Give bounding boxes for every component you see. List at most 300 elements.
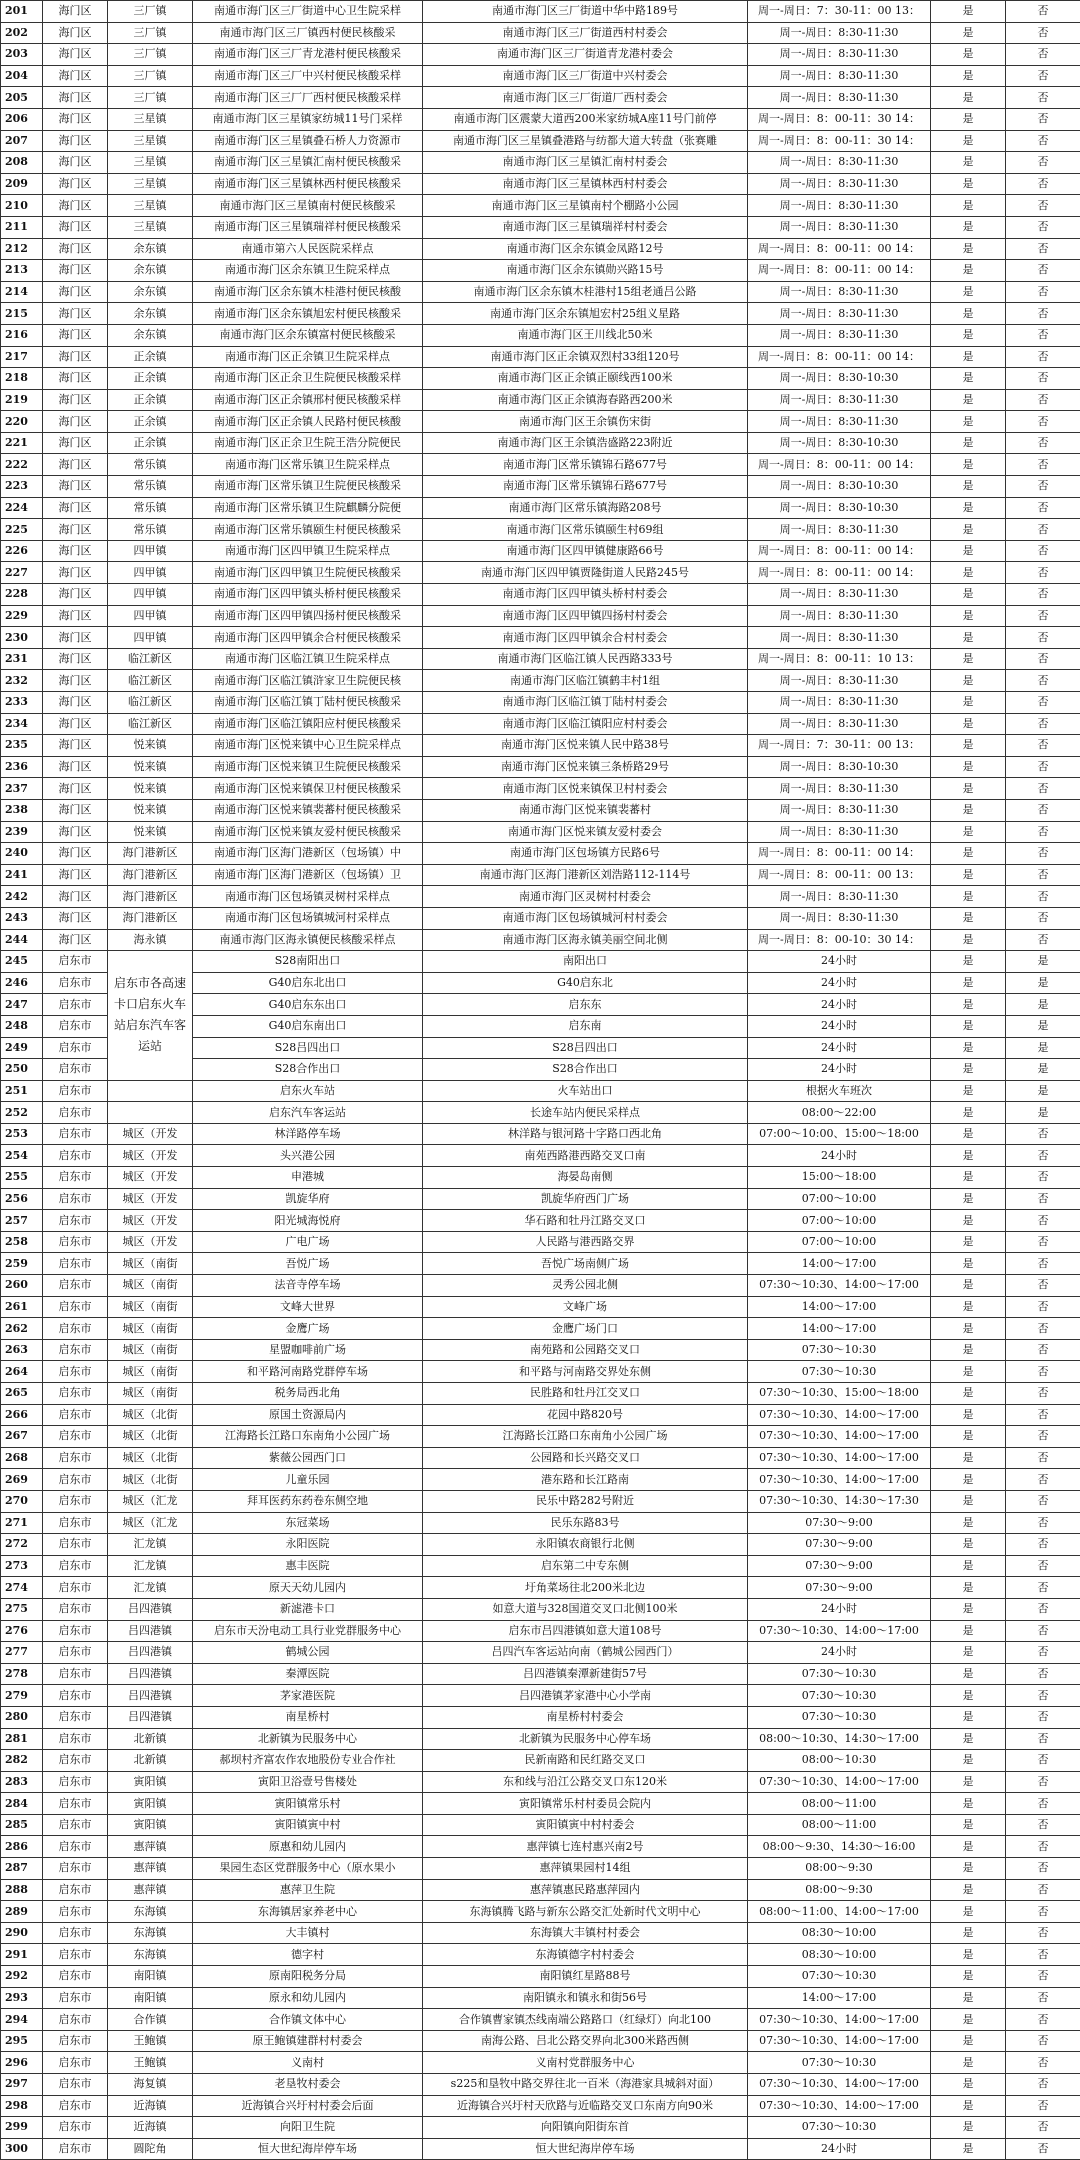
site-name-cell: 南通市海门区三厂镇西村便民核酸采 <box>193 22 423 44</box>
row-number: 221 <box>1 432 43 454</box>
hours-cell: 08:00～9:30 <box>748 1879 931 1901</box>
hours-cell: 08:30～10:00 <box>748 1922 931 1944</box>
allday-flag-cell: 否 <box>1006 1447 1080 1469</box>
site-name-cell: 寅阳镇寅中村 <box>193 1814 423 1836</box>
hours-cell: 07:30～10:30、14:00～17:00 <box>748 1275 931 1297</box>
row-number: 252 <box>1 1102 43 1124</box>
row-number: 287 <box>1 1858 43 1880</box>
address-cell: 南通市海门区三星镇瑞祥村村委会 <box>423 216 748 238</box>
hours-cell: 周一-周日：8：00-11：10 13： <box>748 648 931 670</box>
town-cell: 悦来镇 <box>108 735 193 757</box>
table-row <box>1 951 1080 973</box>
allday-flag-cell: 否 <box>1006 756 1080 778</box>
hours-cell: 14:00～17:00 <box>748 1296 931 1318</box>
hours-cell: 周一-周日：8:30-11:30 <box>748 821 931 843</box>
town-cell: 汇龙镇 <box>108 1577 193 1599</box>
hours-cell: 07:00～10:00 <box>748 1188 931 1210</box>
town-cell: 城区（开发 <box>108 1145 193 1167</box>
allday-flag-cell: 否 <box>1006 2117 1080 2139</box>
district-cell: 海门区 <box>43 130 108 152</box>
district-cell: 启东市 <box>43 1275 108 1297</box>
free-flag-cell: 是 <box>931 929 1006 951</box>
free-flag-cell: 是 <box>931 864 1006 886</box>
table-row <box>1 1685 1080 1707</box>
address-cell: 南苑路和公园路交叉口 <box>423 1339 748 1361</box>
free-flag-cell: 是 <box>931 1685 1006 1707</box>
allday-flag-cell: 否 <box>1006 1793 1080 1815</box>
site-name-cell: 新滤港卡口 <box>193 1598 423 1620</box>
address-cell: 南星桥村村委会 <box>423 1706 748 1728</box>
site-name-cell: 启东市天汾电动工具行业党群服务中心 <box>193 1620 423 1642</box>
district-cell: 启东市 <box>43 951 108 973</box>
table-row <box>1 108 1080 130</box>
address-cell: 南通市海门区三厂街道西村村委会 <box>423 22 748 44</box>
free-flag-cell: 是 <box>931 411 1006 433</box>
town-cell: 东海镇 <box>108 1901 193 1923</box>
site-name-cell: 原惠和幼儿园内 <box>193 1836 423 1858</box>
district-cell: 海门区 <box>43 260 108 282</box>
address-cell: 启东东 <box>423 994 748 1016</box>
allday-flag-cell: 否 <box>1006 1706 1080 1728</box>
hours-cell: 周一-周日：8:30-10:30 <box>748 368 931 390</box>
table-row <box>1 1296 1080 1318</box>
address-cell: 灵秀公园北侧 <box>423 1275 748 1297</box>
address-cell: 南通市海门区王川线北50米 <box>423 324 748 346</box>
allday-flag-cell: 否 <box>1006 346 1080 368</box>
table-row <box>1 195 1080 217</box>
town-cell: 城区（北街 <box>108 1404 193 1426</box>
row-number: 286 <box>1 1836 43 1858</box>
hours-cell: 周一-周日：8：00-11：00 14： <box>748 238 931 260</box>
town-cell: 三星镇 <box>108 152 193 174</box>
table-row <box>1 886 1080 908</box>
address-cell: 吕四汽车客运站向南（鹤城公园西门） <box>423 1642 748 1664</box>
allday-flag-cell: 否 <box>1006 648 1080 670</box>
free-flag-cell: 是 <box>931 735 1006 757</box>
district-cell: 启东市 <box>43 1447 108 1469</box>
hours-cell: 周一-周日：8:30-11:30 <box>748 303 931 325</box>
district-cell: 海门区 <box>43 173 108 195</box>
free-flag-cell: 是 <box>931 2095 1006 2117</box>
table-row <box>1 303 1080 325</box>
free-flag-cell: 是 <box>931 152 1006 174</box>
free-flag-cell: 是 <box>931 648 1006 670</box>
free-flag-cell: 是 <box>931 1102 1006 1124</box>
row-number: 281 <box>1 1728 43 1750</box>
table-row <box>1 1080 1080 1102</box>
free-flag-cell: 是 <box>931 1901 1006 1923</box>
table-row <box>1 1706 1080 1728</box>
address-cell: 启东南 <box>423 1015 748 1037</box>
allday-flag-cell: 否 <box>1006 2138 1080 2160</box>
site-name-cell: 南通市海门区包场镇城河村采样点 <box>193 907 423 929</box>
town-cell: 惠萍镇 <box>108 1858 193 1880</box>
hours-cell: 07:30～10:30 <box>748 1361 931 1383</box>
site-name-cell: 德字村 <box>193 1944 423 1966</box>
free-flag-cell: 是 <box>931 1663 1006 1685</box>
hours-cell: 周一-周日：8:30-11:30 <box>748 152 931 174</box>
address-cell: 南通市海门区余东镇木桂港村15组老通吕公路 <box>423 281 748 303</box>
hours-cell: 07:30～10:30、14:00～17:00 <box>748 2030 931 2052</box>
free-flag-cell: 是 <box>931 1534 1006 1556</box>
address-cell: 南通市海门区临江镇丁陆村村委会 <box>423 692 748 714</box>
free-flag-cell: 是 <box>931 1771 1006 1793</box>
address-cell: 如意大道与328国道交叉口北侧100米 <box>423 1598 748 1620</box>
row-number: 270 <box>1 1490 43 1512</box>
free-flag-cell: 是 <box>931 1188 1006 1210</box>
hours-cell: 24小时 <box>748 1037 931 1059</box>
allday-flag-cell: 否 <box>1006 713 1080 735</box>
row-number: 255 <box>1 1167 43 1189</box>
table-row <box>1 1253 1080 1275</box>
allday-flag-cell: 否 <box>1006 929 1080 951</box>
allday-flag-cell: 否 <box>1006 1879 1080 1901</box>
site-name-cell: 秦潭医院 <box>193 1663 423 1685</box>
site-name-cell: 南通市海门区余东镇旭宏村便民核酸采 <box>193 303 423 325</box>
town-cell: 寅阳镇 <box>108 1771 193 1793</box>
site-name-cell: 文峰大世界 <box>193 1296 423 1318</box>
free-flag-cell: 是 <box>931 1167 1006 1189</box>
table-row <box>1 2117 1080 2139</box>
address-cell: 近海镇合兴圩村天欣路与近临路交叉口东南方向90米 <box>423 2095 748 2117</box>
site-name-cell: 南通市海门区三厂中兴村便民核酸采样 <box>193 65 423 87</box>
free-flag-cell: 是 <box>931 1080 1006 1102</box>
table-row <box>1 756 1080 778</box>
free-flag-cell: 是 <box>931 1966 1006 1988</box>
free-flag-cell: 是 <box>931 1447 1006 1469</box>
town-cell: 城区（汇龙 <box>108 1512 193 1534</box>
town-cell: 城区（汇龙 <box>108 1490 193 1512</box>
free-flag-cell: 是 <box>931 843 1006 865</box>
merged-town-cell: 启东市各高速卡口启东火车站启东汽车客运站 <box>108 951 193 1081</box>
table-row <box>1 368 1080 390</box>
hours-cell: 08:00～9:30 <box>748 1858 931 1880</box>
allday-flag-cell: 否 <box>1006 1361 1080 1383</box>
address-cell: 南通市海门区包场镇城河村村委会 <box>423 907 748 929</box>
table-row <box>1 173 1080 195</box>
table-row <box>1 389 1080 411</box>
free-flag-cell: 是 <box>931 1318 1006 1340</box>
table-row <box>1 1728 1080 1750</box>
town-cell: 吕四港镇 <box>108 1642 193 1664</box>
site-name-cell: 南通市海门区余东镇木桂港村便民核酸 <box>193 281 423 303</box>
row-number: 248 <box>1 1015 43 1037</box>
town-cell: 城区（开发 <box>108 1123 193 1145</box>
address-cell: 义南村党群服务中心 <box>423 2052 748 2074</box>
hours-cell: 周一-周日：8：00-11：00 14： <box>748 843 931 865</box>
town-cell: 海永镇 <box>108 929 193 951</box>
allday-flag-cell: 否 <box>1006 1210 1080 1232</box>
table-row <box>1 929 1080 951</box>
table-row <box>1 1490 1080 1512</box>
free-flag-cell: 是 <box>931 476 1006 498</box>
hours-cell: 周一-周日：8:30-11:30 <box>748 216 931 238</box>
address-cell: 南通市海门区震蒙大道西200米家纺城A座11号门前停 <box>423 108 748 130</box>
district-cell: 海门区 <box>43 540 108 562</box>
allday-flag-cell: 否 <box>1006 1296 1080 1318</box>
allday-flag-cell: 否 <box>1006 1188 1080 1210</box>
row-number: 245 <box>1 951 43 973</box>
hours-cell: 周一-周日：8:30-11:30 <box>748 281 931 303</box>
address-cell: 港东路和长江路南 <box>423 1469 748 1491</box>
address-cell: 江海路长江路口东南角小公园广场 <box>423 1426 748 1448</box>
site-name-cell: 合作镇文体中心 <box>193 2009 423 2031</box>
town-cell: 三星镇 <box>108 216 193 238</box>
free-flag-cell: 是 <box>931 1275 1006 1297</box>
district-cell: 海门区 <box>43 519 108 541</box>
district-cell: 海门区 <box>43 216 108 238</box>
allday-flag-cell: 否 <box>1006 1944 1080 1966</box>
district-cell: 海门区 <box>43 497 108 519</box>
allday-flag-cell: 是 <box>1006 1015 1080 1037</box>
district-cell: 海门区 <box>43 907 108 929</box>
district-cell: 启东市 <box>43 2030 108 2052</box>
allday-flag-cell: 是 <box>1006 1037 1080 1059</box>
town-cell: 汇龙镇 <box>108 1555 193 1577</box>
district-cell: 海门区 <box>43 87 108 109</box>
town-cell: 惠萍镇 <box>108 1879 193 1901</box>
address-cell: 寅阳镇寅中村村委会 <box>423 1814 748 1836</box>
district-cell: 启东市 <box>43 1490 108 1512</box>
address-cell: 南通市海门区三星镇林西村村委会 <box>423 173 748 195</box>
site-name-cell: 南通市海门区常乐镇卫生院麒麟分院便 <box>193 497 423 519</box>
hours-cell: 07:30～9:00 <box>748 1555 931 1577</box>
town-cell: 圆陀角 <box>108 2138 193 2160</box>
allday-flag-cell: 否 <box>1006 173 1080 195</box>
row-number: 203 <box>1 44 43 66</box>
address-cell: 东海镇德字村村委会 <box>423 1944 748 1966</box>
town-cell: 城区（北街 <box>108 1447 193 1469</box>
row-number: 223 <box>1 476 43 498</box>
district-cell: 启东市 <box>43 1706 108 1728</box>
address-cell: 南通市海门区王余镇伤宋街 <box>423 411 748 433</box>
free-flag-cell: 是 <box>931 2117 1006 2139</box>
hours-cell: 周一-周日：8:30-10:30 <box>748 756 931 778</box>
town-cell: 南阳镇 <box>108 1966 193 1988</box>
row-number: 234 <box>1 713 43 735</box>
district-cell: 海门区 <box>43 195 108 217</box>
row-number: 297 <box>1 2074 43 2096</box>
free-flag-cell: 是 <box>931 907 1006 929</box>
district-cell: 启东市 <box>43 1685 108 1707</box>
allday-flag-cell: 否 <box>1006 1836 1080 1858</box>
hours-cell: 根据火车班次 <box>748 1080 931 1102</box>
row-number: 226 <box>1 540 43 562</box>
hours-cell: 14:00～17:00 <box>748 1318 931 1340</box>
table-row <box>1 692 1080 714</box>
address-cell: G40启东北 <box>423 972 748 994</box>
hours-cell: 07:30～10:30、14:00～17:00 <box>748 1447 931 1469</box>
site-name-cell: 原南阳税务分局 <box>193 1966 423 1988</box>
address-cell: 圩角菜场往北200米北边 <box>423 1577 748 1599</box>
allday-flag-cell: 否 <box>1006 1534 1080 1556</box>
free-flag-cell: 是 <box>931 1253 1006 1275</box>
free-flag-cell: 是 <box>931 1015 1006 1037</box>
free-flag-cell: 是 <box>931 346 1006 368</box>
district-cell: 启东市 <box>43 972 108 994</box>
row-number: 239 <box>1 821 43 843</box>
site-name-cell: 东冠菜场 <box>193 1512 423 1534</box>
site-name-cell: 南通市海门区悦来镇中心卫生院采样点 <box>193 735 423 757</box>
address-cell: 惠萍镇惠民路惠萍园内 <box>423 1879 748 1901</box>
table-row <box>1 2138 1080 2160</box>
table-row <box>1 2030 1080 2052</box>
table-row <box>1 1512 1080 1534</box>
district-cell: 启东市 <box>43 1339 108 1361</box>
site-name-cell: 惠萍卫生院 <box>193 1879 423 1901</box>
row-number: 290 <box>1 1922 43 1944</box>
row-number: 300 <box>1 2138 43 2160</box>
row-number: 282 <box>1 1750 43 1772</box>
town-cell: 寅阳镇 <box>108 1793 193 1815</box>
row-number: 205 <box>1 87 43 109</box>
allday-flag-cell: 否 <box>1006 778 1080 800</box>
row-number: 285 <box>1 1814 43 1836</box>
row-number: 277 <box>1 1642 43 1664</box>
table-body <box>1 1 1080 2160</box>
allday-flag-cell: 否 <box>1006 44 1080 66</box>
free-flag-cell: 是 <box>931 1490 1006 1512</box>
allday-flag-cell: 否 <box>1006 1339 1080 1361</box>
allday-flag-cell: 否 <box>1006 65 1080 87</box>
hours-cell: 14:00～17:00 <box>748 1987 931 2009</box>
free-flag-cell: 是 <box>931 173 1006 195</box>
allday-flag-cell: 否 <box>1006 216 1080 238</box>
site-name-cell: 南星桥村 <box>193 1706 423 1728</box>
row-number: 253 <box>1 1123 43 1145</box>
district-cell: 海门区 <box>43 735 108 757</box>
address-cell: 南通市海门区灵树村村委会 <box>423 886 748 908</box>
site-name-cell: 星盟咖啡前广场 <box>193 1339 423 1361</box>
table-row <box>1 648 1080 670</box>
address-cell: 东海镇腾飞路与新东公路交汇处新时代文明中心 <box>423 1901 748 1923</box>
row-number: 230 <box>1 627 43 649</box>
site-name-cell: 义南村 <box>193 2052 423 2074</box>
address-cell: 南通市海门区四甲镇贾隆街道人民路245号 <box>423 562 748 584</box>
row-number: 269 <box>1 1469 43 1491</box>
town-cell: 城区（北街 <box>108 1469 193 1491</box>
hours-cell: 07:30～10:30 <box>748 1339 931 1361</box>
town-cell: 四甲镇 <box>108 584 193 606</box>
site-name-cell: 果园生态区党群服务中心（原水果小 <box>193 1858 423 1880</box>
allday-flag-cell: 否 <box>1006 1 1080 23</box>
district-cell: 启东市 <box>43 1426 108 1448</box>
address-cell: 南通市海门区悦来镇三条桥路29号 <box>423 756 748 778</box>
district-cell: 启东市 <box>43 1771 108 1793</box>
row-number: 214 <box>1 281 43 303</box>
site-name-cell: 南通市海门区悦来镇保卫村便民核酸采 <box>193 778 423 800</box>
site-name-cell: 南通市海门区三厂青龙港村便民核酸采 <box>193 44 423 66</box>
district-cell: 启东市 <box>43 1728 108 1750</box>
row-number: 265 <box>1 1383 43 1405</box>
table-row <box>1 627 1080 649</box>
row-number: 236 <box>1 756 43 778</box>
hours-cell: 周一-周日：8：00-11：00 13： <box>748 864 931 886</box>
site-name-cell: 南通市海门区三厂厂西村便民核酸采样 <box>193 87 423 109</box>
free-flag-cell: 是 <box>931 1987 1006 2009</box>
site-name-cell: 原永和幼儿园内 <box>193 1987 423 2009</box>
hours-cell: 周一-周日：8:30-11:30 <box>748 670 931 692</box>
free-flag-cell: 是 <box>931 627 1006 649</box>
allday-flag-cell: 否 <box>1006 1426 1080 1448</box>
town-cell: 吕四港镇 <box>108 1598 193 1620</box>
hours-cell: 周一-周日：8：00-11：00 14： <box>748 346 931 368</box>
site-name-cell: 紫薇公园西门口 <box>193 1447 423 1469</box>
free-flag-cell: 是 <box>931 324 1006 346</box>
address-cell: 启东市吕四港镇如意大道108号 <box>423 1620 748 1642</box>
row-number: 296 <box>1 2052 43 2074</box>
allday-flag-cell: 否 <box>1006 799 1080 821</box>
hours-cell: 周一-周日：8:30-11:30 <box>748 87 931 109</box>
town-cell: 常乐镇 <box>108 519 193 541</box>
row-number: 213 <box>1 260 43 282</box>
site-name-cell: 林洋路停车场 <box>193 1123 423 1145</box>
allday-flag-cell: 否 <box>1006 1404 1080 1426</box>
table-row <box>1 1469 1080 1491</box>
hours-cell: 周一-周日：8:30-11:30 <box>748 389 931 411</box>
free-flag-cell: 是 <box>931 2074 1006 2096</box>
district-cell: 启东市 <box>43 1469 108 1491</box>
table-row <box>1 1577 1080 1599</box>
address-cell: 南通市海门区四甲镇头桥村村委会 <box>423 584 748 606</box>
town-cell: 临江新区 <box>108 692 193 714</box>
table-row <box>1 670 1080 692</box>
town-cell: 三厂镇 <box>108 65 193 87</box>
address-cell: 向阳镇向阳街东首 <box>423 2117 748 2139</box>
site-name-cell: 江海路长江路口东南角小公园广场 <box>193 1426 423 1448</box>
address-cell: 南通市海门区海永镇美丽空间北侧 <box>423 929 748 951</box>
row-number: 254 <box>1 1145 43 1167</box>
allday-flag-cell: 否 <box>1006 368 1080 390</box>
allday-flag-cell: 是 <box>1006 1059 1080 1081</box>
site-name-cell: 南通市海门区常乐镇卫生院便民核酸采 <box>193 476 423 498</box>
address-cell: 南通市海门区三星镇叠港路与纺都大道大转盘（张赛雕 <box>423 130 748 152</box>
allday-flag-cell: 否 <box>1006 1318 1080 1340</box>
table-row <box>1 1383 1080 1405</box>
site-name-cell: 吾悦广场 <box>193 1253 423 1275</box>
address-cell: s225和垦牧中路交界往北一百米（海港家具城斜对面） <box>423 2074 748 2096</box>
free-flag-cell: 是 <box>931 216 1006 238</box>
town-cell: 吕四港镇 <box>108 1685 193 1707</box>
row-number: 266 <box>1 1404 43 1426</box>
hours-cell: 07:30～10:30、14:00～17:00 <box>748 1404 931 1426</box>
allday-flag-cell: 否 <box>1006 1512 1080 1534</box>
district-cell: 海门区 <box>43 454 108 476</box>
allday-flag-cell: 否 <box>1006 1275 1080 1297</box>
row-number: 249 <box>1 1037 43 1059</box>
allday-flag-cell: 否 <box>1006 2074 1080 2096</box>
free-flag-cell: 是 <box>931 1210 1006 1232</box>
district-cell: 启东市 <box>43 994 108 1016</box>
district-cell: 海门区 <box>43 670 108 692</box>
allday-flag-cell: 否 <box>1006 540 1080 562</box>
hours-cell: 周一-周日：8:30-11:30 <box>748 584 931 606</box>
site-name-cell: 原天天幼儿园内 <box>193 1577 423 1599</box>
address-cell: 永阳镇农商银行北侧 <box>423 1534 748 1556</box>
site-name-cell: 郝坝村齐富农作农地股份专业合作社 <box>193 1750 423 1772</box>
site-name-cell: 南通市海门区三厂街道中心卫生院采样 <box>193 1 423 23</box>
site-name-cell: 惠丰医院 <box>193 1555 423 1577</box>
district-cell: 海门区 <box>43 476 108 498</box>
district-cell: 启东市 <box>43 2074 108 2096</box>
row-number: 288 <box>1 1879 43 1901</box>
row-number: 278 <box>1 1663 43 1685</box>
district-cell: 启东市 <box>43 1598 108 1620</box>
town-cell: 四甲镇 <box>108 540 193 562</box>
district-cell: 启东市 <box>43 1555 108 1577</box>
town-cell: 正余镇 <box>108 346 193 368</box>
hours-cell: 07:30～10:30、15:00～18:00 <box>748 1383 931 1405</box>
